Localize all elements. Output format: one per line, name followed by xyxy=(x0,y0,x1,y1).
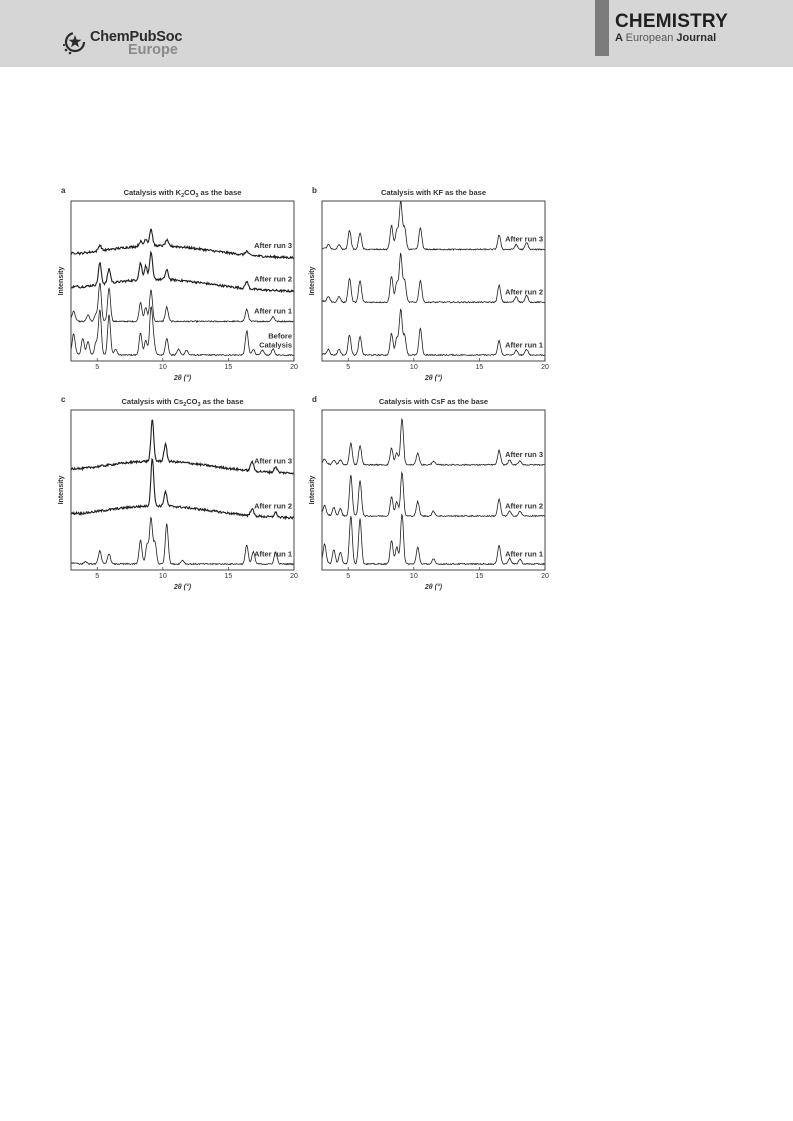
series-label: After run 2 xyxy=(505,501,543,511)
journal-prefix: A xyxy=(615,32,623,44)
x-tick-label: 5 xyxy=(346,364,351,371)
series-label: After run 3 xyxy=(254,241,292,251)
y-axis-label: Intensity xyxy=(58,266,65,296)
x-tick-label: 20 xyxy=(290,364,298,371)
journal-title: CHEMISTRY xyxy=(615,11,728,32)
publisher-region: Europe xyxy=(128,42,178,58)
x-tick-label: 20 xyxy=(541,573,549,580)
panel-letter: c xyxy=(61,395,66,404)
journal-end: Journal xyxy=(676,32,717,44)
series-line xyxy=(71,420,294,474)
series-label: After run 3 xyxy=(505,450,543,460)
panel-letter: b xyxy=(312,186,317,195)
panel-d xyxy=(309,395,549,591)
panel-letter: a xyxy=(61,186,66,195)
x-tick-label: 5 xyxy=(346,573,351,580)
series-label: After run 1 xyxy=(505,340,543,350)
publisher-name: ChemPubSoc xyxy=(90,29,183,45)
series-label: After run 1 xyxy=(254,549,292,559)
x-tick-label: 15 xyxy=(475,573,484,580)
x-tick-label: 15 xyxy=(224,364,233,371)
panel-a xyxy=(58,186,298,382)
x-tick-label: 5 xyxy=(95,573,100,580)
panel-b xyxy=(309,186,549,382)
series-label: After run 2 xyxy=(505,287,543,297)
series-label: After run 1 xyxy=(254,306,292,316)
series-label: After run 2 xyxy=(254,274,292,284)
x-axis-label: 2θ (°) xyxy=(424,584,443,591)
journal-mid: European xyxy=(625,32,674,44)
x-tick-label: 5 xyxy=(95,364,100,371)
panel-title: Catalysis with $K_2CO_3$ as the base xyxy=(123,188,242,199)
y-axis-label: Intensity xyxy=(309,475,316,505)
plot-frame xyxy=(71,410,294,570)
x-tick-label: 20 xyxy=(290,573,298,580)
x-tick-label: 10 xyxy=(158,364,167,371)
panel-title: Catalysis with KF as the base xyxy=(380,188,487,197)
x-axis-label: 2θ (°) xyxy=(173,375,192,382)
series-label: After run 3 xyxy=(505,234,543,244)
panel-title: Catalysis with $Cs_2CO_3$ as the base xyxy=(121,397,244,408)
series-label: Before Catalysis xyxy=(259,331,292,350)
y-axis-label: Intensity xyxy=(309,266,316,296)
plot-frame xyxy=(322,201,545,361)
panel-c xyxy=(58,395,298,591)
x-axis-label: 2θ (°) xyxy=(424,375,443,382)
plot-frame xyxy=(322,410,545,570)
x-tick-label: 15 xyxy=(475,364,484,371)
x-axis-label: 2θ (°) xyxy=(173,584,192,591)
panel-title: Catalysis with CsF as the base xyxy=(378,397,489,406)
x-tick-label: 20 xyxy=(541,364,549,371)
series-label: After run 2 xyxy=(254,501,292,511)
series-line xyxy=(71,252,294,292)
series-label: After run 1 xyxy=(505,549,543,559)
panel-letter: d xyxy=(312,395,317,404)
series-label: After run 3 xyxy=(254,456,292,466)
x-tick-label: 15 xyxy=(224,573,233,580)
y-axis-label: Intensity xyxy=(58,475,65,505)
x-tick-label: 10 xyxy=(158,573,167,580)
x-tick-label: 10 xyxy=(409,364,418,371)
x-tick-label: 10 xyxy=(409,573,418,580)
